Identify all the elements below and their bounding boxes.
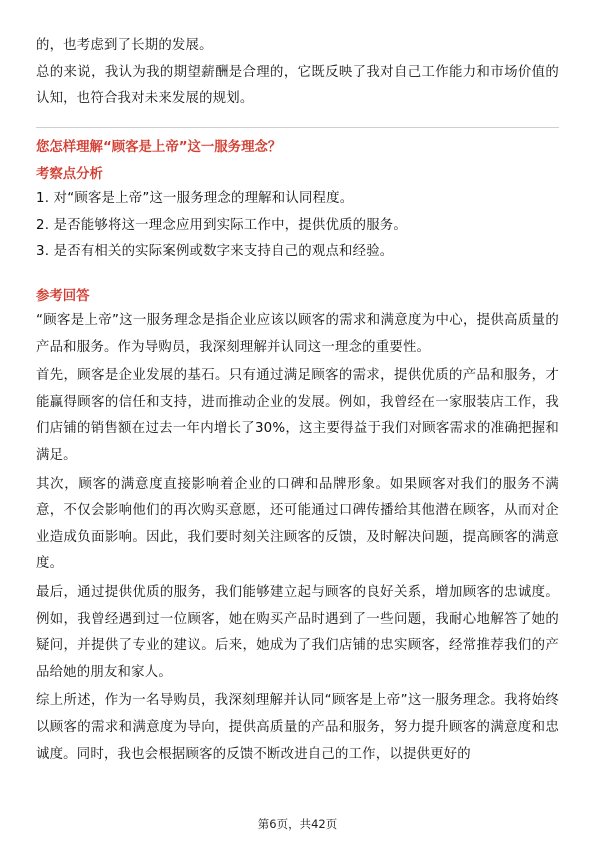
analysis-item: 1. 对“顾客是上帝”这一服务理念的理解和认同程度。 <box>36 191 354 206</box>
paragraph: 总的来说，我认为我的期望薪酬是合理的，它既反映了我对自己工作能力和市场价值的认知，也符合我对未来发展的规划。 <box>36 64 559 107</box>
answer-paragraph: 首先，顾客是企业发展的基石。只有通过满足顾客的需求，提供优质的产品和服务，才能赢得顾客的信任和支持，进而推动企业的发展。例如，我曾经在一家服装店工作，我们店铺的销售额在过去一年内增长了30%，这主要得益于我们对顾客需求的准确把握和满足。 <box>36 368 559 463</box>
page-number: 第6页，共42页 <box>257 817 338 831</box>
analysis-section <box>36 164 559 266</box>
answer-heading: 参考回答 <box>36 289 90 304</box>
analysis-item: 3. 是否有相关的实际案例或数字来支持自己的观点和经验。 <box>36 244 394 260</box>
answer-paragraph: 其次，顾客的满意度直接影响着企业的口碑和品牌形象。如果顾客对我们的服务不满意，不仅会影响他们的再次购买意愿，还可能通过口碑传播给其他潜在顾客，从而对企业造成负面影响。因此，我们要时刻关注顾客的反馈，及时解决问题，提高顾客的满意度。 <box>36 476 559 572</box>
question-title: 您怎样理解“顾客是上帝”这一服务理念？ <box>36 140 282 155</box>
answer-paragraph: “顾客是上帝”这一服务理念是指企业应该以顾客的需求和满意度为中心，提供高质量的产品和服务。作为导购员，我深刻理解并认同这一理念的重要性。 <box>36 313 559 355</box>
analysis-heading: 考察点分析 <box>36 167 103 182</box>
analysis-item: 2. 是否能够将这一理念应用到实际工作中，提供优质的服务。 <box>36 217 407 233</box>
previous-answer-tail <box>36 33 559 113</box>
paragraph: 的，也考虑到了长期的发展。 <box>36 38 213 53</box>
answer-section <box>36 286 559 770</box>
answer-paragraph: 综上所述，作为一名导购员，我深刻理解并认同“顾客是上帝”这一服务理念。我将始终以顾客的需求和满意度为导向，提供高质量的产品和服务，努力提升顾客的满意度和忠诚度。同时，我也会根据顾客的反馈不断改进自己的工作，以提供更好的 <box>36 693 559 762</box>
section-divider <box>36 127 559 128</box>
answer-paragraph: 最后，通过提供优质的服务，我们能够建立起与顾客的良好关系，增加顾客的忠诚度。例如，我曾经遇到过一位顾客，她在购买产品时遇到了一些问题，我耐心地解答了她的疑问，并提供了专业的建议。后来，她成为了我们店铺的忠实顾客，经常推荐我们的产品给她的朋友和家人。 <box>36 584 559 680</box>
